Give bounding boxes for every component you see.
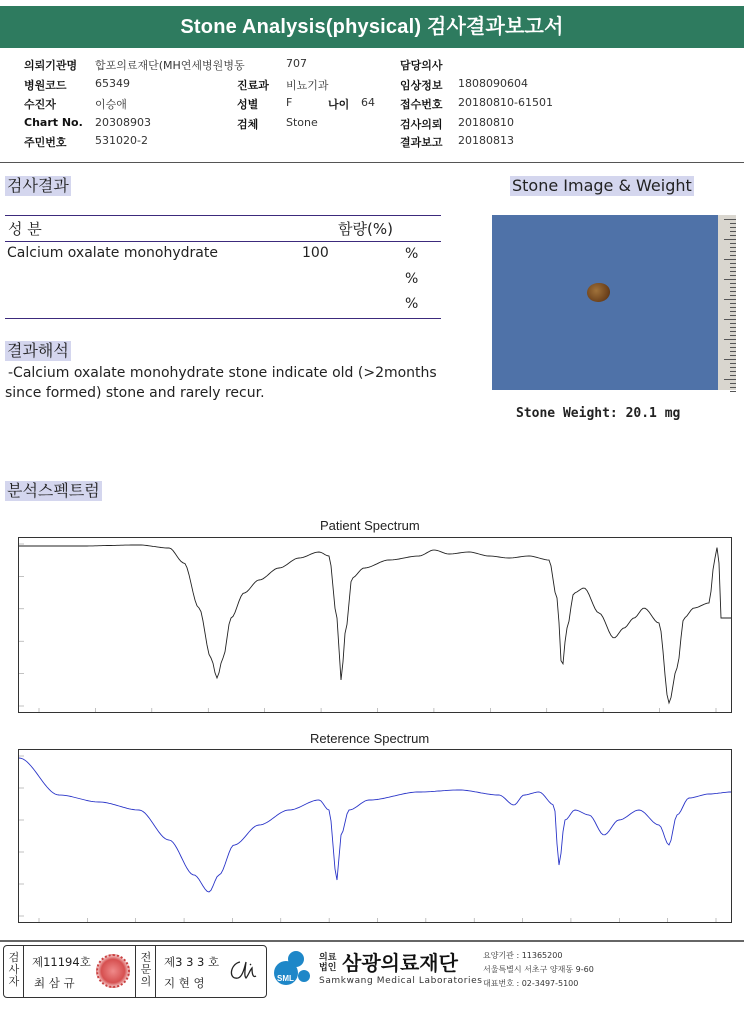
institution-code: 요양기관 : 11365200 (483, 951, 563, 960)
ruler-tick (730, 363, 736, 364)
stone-title: Stone Image & Weight (512, 176, 692, 195)
brand-prefix-1: 의료 (319, 953, 337, 963)
info-value: 합포의료재단(MH연세병원병동 (95, 59, 245, 72)
ruler-tick (730, 227, 736, 228)
ruler-tick (730, 307, 736, 308)
interpretation-text: since formed) stone and rarely recur. (5, 385, 265, 401)
ruler-tick (730, 343, 736, 344)
specialist-label: 전문의 (140, 951, 152, 988)
reference-spectrum-title: Reterence Spectrum (310, 731, 430, 746)
info-value: 이승애 (95, 98, 127, 111)
ruler-tick (730, 271, 736, 272)
ruler-tick (730, 235, 736, 236)
reference-spectrum-plot (19, 750, 731, 922)
ruler-tick (724, 239, 736, 240)
ruler-tick (730, 351, 736, 352)
ruler (718, 215, 736, 390)
info-value: 531020-2 (95, 134, 148, 147)
info-value: 65349 (95, 77, 130, 90)
ruler-tick (730, 375, 736, 376)
seal-stamp (96, 954, 130, 988)
ruler-tick (730, 335, 736, 336)
specialist-number: 제3 3 3 호 (164, 955, 220, 969)
ruler-tick (730, 315, 736, 316)
patient-spectrum-line (19, 545, 731, 703)
examiner-label: 검사자 (8, 951, 20, 988)
logo-text: SML (277, 974, 294, 983)
divider (0, 162, 744, 163)
info-label: 진료과 (237, 79, 269, 92)
examiner-name: 최 삼 규 (34, 976, 75, 990)
ruler-tick (730, 311, 736, 312)
info-value: 20308903 (95, 116, 151, 129)
ruler-tick (730, 283, 736, 284)
table-rule (5, 215, 441, 216)
examiner-cell (24, 946, 136, 997)
phone: 대표번호 : 02-3497-5100 (483, 979, 579, 988)
ruler-tick (724, 379, 736, 380)
ruler-tick (730, 263, 736, 264)
ruler-tick (730, 391, 736, 392)
brand-prefix-2: 법인 (319, 963, 337, 973)
ruler-tick (730, 267, 736, 268)
ruler-tick (730, 327, 736, 328)
ruler-tick (730, 371, 736, 372)
interpretation-title: 결과해석 (7, 341, 69, 360)
report-title: Stone Analysis(physical) 검사결과보고서 (0, 6, 744, 48)
ruler-tick (730, 367, 736, 368)
component-amount: 100 (302, 245, 329, 261)
ruler-tick (730, 231, 736, 232)
info-label: 담당의사 (400, 59, 443, 72)
ruler-tick (724, 339, 736, 340)
info-value: Stone (286, 116, 318, 129)
info-label: 검체 (237, 118, 259, 131)
ruler-tick (730, 247, 736, 248)
ruler-tick (730, 255, 736, 256)
sml-logo (272, 949, 314, 995)
ruler-tick (724, 259, 736, 260)
info-label: 결과보고 (400, 136, 443, 149)
stone-weight: Stone Weight: 20.1 mg (516, 406, 681, 421)
ruler-tick (730, 347, 736, 348)
ruler-tick (730, 243, 736, 244)
ruler-tick (724, 359, 736, 360)
patient-spectrum-chart (18, 537, 732, 713)
unit-percent: % (405, 246, 419, 262)
ruler-tick (730, 295, 736, 296)
ruler-tick (730, 303, 736, 304)
info-label: 접수번호 (400, 98, 443, 111)
specialist-label-cell (136, 946, 156, 997)
address: 서울특별시 서초구 양재동 9-60 (483, 965, 594, 974)
info-value: 64 (361, 96, 375, 109)
specialist-name: 지 현 영 (164, 976, 205, 990)
stone-image (587, 283, 610, 302)
reference-spectrum-line (19, 758, 731, 892)
info-value: F (286, 96, 293, 109)
info-label: 임상정보 (400, 79, 443, 92)
brand-name: 삼광의료재단 (342, 951, 458, 975)
info-label: 검사의뢰 (400, 118, 443, 131)
info-value: 비뇨기과 (286, 79, 329, 92)
info-label: 성별 (237, 98, 259, 111)
column-header-component: 성 분 (8, 220, 42, 238)
info-label: 주민번호 (24, 136, 67, 149)
table-rule (5, 318, 441, 319)
ruler-tick (730, 291, 736, 292)
ruler-tick (724, 219, 736, 220)
examiner-number: 제11194호 (32, 955, 91, 969)
table-rule (5, 241, 441, 242)
results-title: 검사결과 (7, 176, 69, 195)
ward-number: 707 (286, 57, 307, 70)
info-label: 수진자 (24, 98, 56, 111)
unit-percent: % (405, 296, 419, 312)
ruler-tick (730, 287, 736, 288)
info-label: 나이 (328, 98, 350, 111)
ruler-tick (730, 331, 736, 332)
info-value: 20180810-61501 (458, 96, 553, 109)
ruler-tick (724, 319, 736, 320)
info-label: Chart No. (24, 116, 83, 129)
info-value: 20180810 (458, 116, 514, 129)
ruler-tick (724, 299, 736, 300)
interpretation-text: -Calcium oxalate monohydrate stone indicate old (>2months (8, 365, 437, 381)
info-value: 1808090604 (458, 77, 528, 90)
ruler-tick (730, 223, 736, 224)
patient-spectrum-plot (19, 538, 731, 712)
spectrum-title: 분석스펙트럼 (7, 481, 100, 500)
unit-percent: % (405, 271, 419, 287)
ruler-tick (730, 275, 736, 276)
reference-spectrum-chart (18, 749, 732, 923)
column-header-amount: 함량(%) (338, 220, 393, 238)
examiner-label-cell (4, 946, 24, 997)
signature-box (3, 945, 267, 998)
component-name: Calcium oxalate monohydrate (7, 245, 218, 261)
ruler-tick (730, 355, 736, 356)
info-label: 의뢰기관명 (24, 59, 78, 72)
brand-prefix (319, 953, 336, 973)
patient-spectrum-title: Patient Spectrum (320, 518, 420, 533)
ruler-tick (730, 323, 736, 324)
info-value: 20180813 (458, 134, 514, 147)
brand-english: Samkwang Medical Laboratories (319, 976, 483, 986)
footer-divider (0, 940, 744, 942)
ruler-tick (730, 383, 736, 384)
stone-photo (492, 215, 736, 390)
signature (226, 956, 262, 986)
ruler-tick (730, 387, 736, 388)
ruler-tick (730, 251, 736, 252)
ruler-tick (724, 279, 736, 280)
info-label: 병원코드 (24, 79, 67, 92)
